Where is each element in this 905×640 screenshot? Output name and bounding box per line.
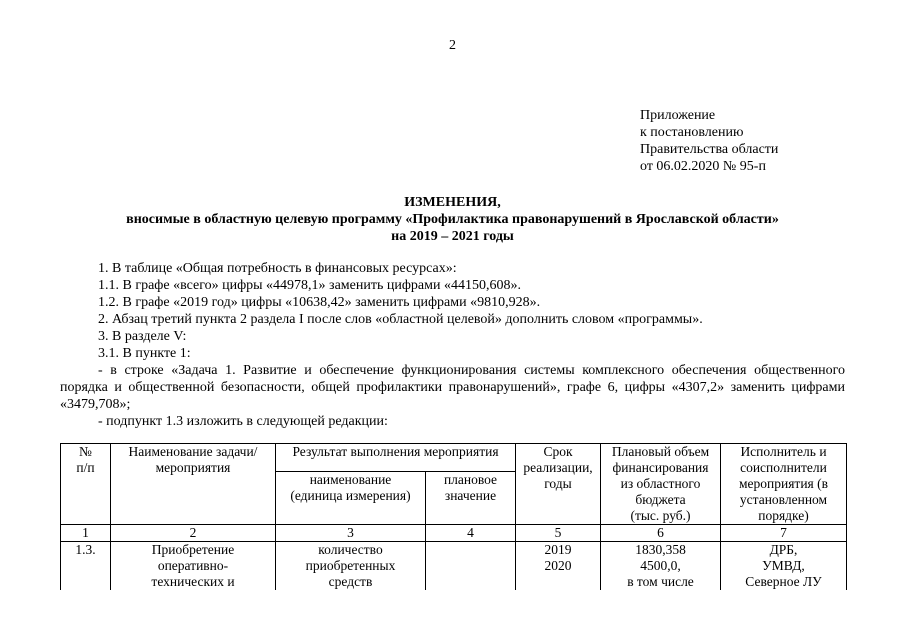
paragraph-2: 1.1. В графе «всего» цифры «44978,1» заменить цифрами «44150,608». xyxy=(98,278,521,293)
row-executor: ДРБ, УМВД, Северное ЛУ xyxy=(721,542,847,591)
paragraph-5: 3. В разделе V: xyxy=(98,329,187,344)
col-number: 3 xyxy=(276,525,426,542)
paragraph-1: 1. В таблице «Общая потребность в финансовых ресурсах»: xyxy=(98,261,457,276)
column-number-row xyxy=(61,525,847,542)
appendix-line-2: к постановлению xyxy=(640,125,744,140)
header-volume: Плановый объем финансирования из областного бюджета (тыс. руб.) xyxy=(601,444,721,525)
col-number: 5 xyxy=(516,525,601,542)
page-number: 2 xyxy=(449,38,456,53)
measures-table xyxy=(60,443,847,590)
col-number: 6 xyxy=(601,525,721,542)
title-line-2: вносимые в областную целевую программу «Профилактика правонарушений в Ярославской области» xyxy=(126,212,779,227)
paragraph-4: 2. Абзац третий пункта 2 раздела I после слов «областной целевой» дополнить словом «программы». xyxy=(98,312,703,327)
header-result-name: наименование (единица измерения) xyxy=(276,471,426,524)
appendix-line-3: Правительства области xyxy=(640,142,779,157)
appendix-block xyxy=(640,107,778,175)
row-result-value xyxy=(426,542,516,591)
paragraph-6: 3.1. В пункте 1: xyxy=(98,346,191,361)
paragraph-7: - в строке «Задача 1. Развитие и обеспечение функционирования системы комплексного обеспечения общественного порядка и общественной безопасности, общей профилактики правонарушений», графе 6, цифры «4307,2» заменить цифрами «3479,708»; xyxy=(60,363,845,412)
document-body xyxy=(60,260,845,430)
row-volume: 1830,358 4500,0, в том числе xyxy=(601,542,721,591)
header-result-value: плановое значение xyxy=(426,471,516,524)
row-name: Приобретение оперативно- технических и xyxy=(111,542,276,591)
header-result: Результат выполнения мероприятия xyxy=(276,444,516,472)
row-term: 2019 2020 xyxy=(516,542,601,591)
row-num: 1.3. xyxy=(61,542,111,591)
row-result-name: количество приобретенных средств xyxy=(276,542,426,591)
appendix-line-4: от 06.02.2020 № 95-п xyxy=(640,159,766,174)
col-number: 2 xyxy=(111,525,276,542)
table-header-row-1 xyxy=(61,444,847,472)
title-line-3: на 2019 – 2021 годы xyxy=(391,229,514,244)
appendix-line-1: Приложение xyxy=(640,108,716,123)
header-num: № п/п xyxy=(61,444,111,525)
table-row xyxy=(61,542,847,591)
col-number: 1 xyxy=(61,525,111,542)
col-number: 4 xyxy=(426,525,516,542)
header-term: Срок реализации, годы xyxy=(516,444,601,525)
header-name: Наименование задачи/ мероприятия xyxy=(111,444,276,525)
col-number: 7 xyxy=(721,525,847,542)
title-line-1: ИЗМЕНЕНИЯ, xyxy=(404,195,501,210)
header-executor: Исполнитель и соисполнители мероприятия (в установленном порядке) xyxy=(721,444,847,525)
document-title xyxy=(0,194,905,245)
paragraph-3: 1.2. В графе «2019 год» цифры «10638,42» заменить цифрами «9810,928». xyxy=(98,295,541,310)
paragraph-8: - подпункт 1.3 изложить в следующей редакции: xyxy=(98,414,388,429)
